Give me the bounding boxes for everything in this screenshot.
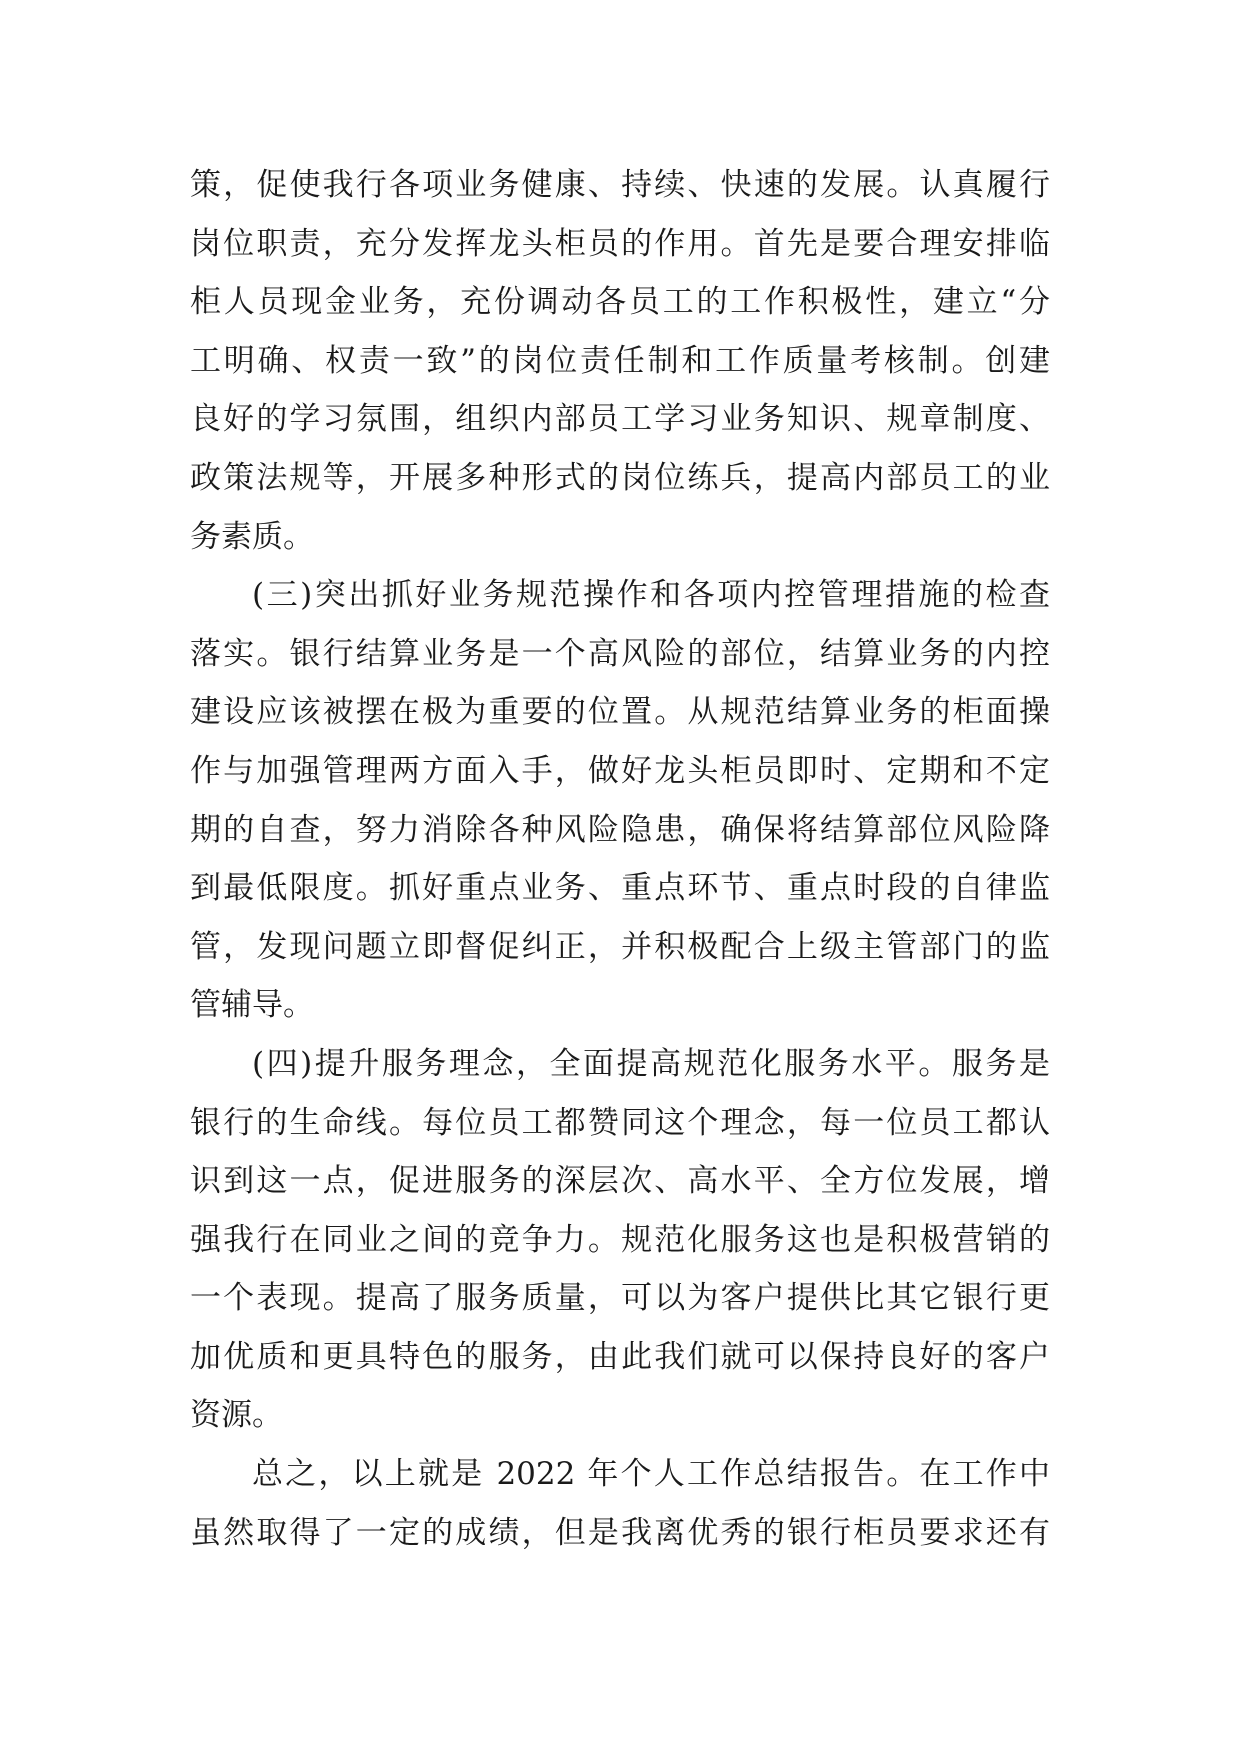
text-line: 期的自查，努力消除各种风险隐患，确保将结算部位风险降 (190, 811, 1050, 848)
text-line: (四)提升服务理念，全面提高规范化服务水平。服务是 (252, 1045, 1050, 1082)
text-line: (三)突出抓好业务规范操作和各项内控管理措施的检查 (252, 577, 1050, 614)
text-line: 总之，以上就是 2022 年个人工作总结报告。在工作中 (252, 1456, 1050, 1493)
text-line: 策，促使我行各项业务健康、持续、快速的发展。认真履行 (190, 167, 1050, 203)
text-line: 务素质。 (190, 518, 314, 555)
text-line: 银行的生命线。每位员工都赞同这个理念，每一位员工都认 (190, 1104, 1050, 1141)
text-line: 识到这一点，促进服务的深层次、高水平、全方位发展，增 (190, 1163, 1050, 1200)
text-line: 良好的学习氛围，组织内部员工学习业务知识、规章制度、 (190, 401, 1050, 438)
text-line: 加优质和更具特色的服务，由此我们就可以保持良好的客户 (190, 1338, 1050, 1375)
text-line: 建设应该被摆在极为重要的位置。从规范结算业务的柜面操 (190, 694, 1050, 731)
text-line: 政策法规等，开展多种形式的岗位练兵，提高内部员工的业 (190, 459, 1050, 496)
text-line: 资源。 (190, 1397, 283, 1434)
text-line: 管，发现问题立即督促纠正，并积极配合上级主管部门的监 (190, 928, 1050, 965)
text-line: 虽然取得了一定的成绩，但是我离优秀的银行柜员要求还有 (190, 1514, 1050, 1551)
text-line: 一个表现。提高了服务质量，可以为客户提供比其它银行更 (190, 1280, 1050, 1317)
text-line: 到最低限度。抓好重点业务、重点环节、重点时段的自律监 (190, 870, 1050, 907)
text-line: 工明确、权责一致”的岗位责任制和工作质量考核制。创建 (190, 342, 1050, 379)
text-line: 落实。银行结算业务是一个高风险的部位，结算业务的内控 (190, 635, 1050, 672)
text-line: 岗位职责，充分发挥龙头柜员的作用。首先是要合理安排临 (190, 225, 1050, 262)
document-body (190, 156, 1050, 1562)
text-line: 管辅导。 (190, 987, 314, 1024)
text-line: 作与加强管理两方面入手，做好龙头柜员即时、定期和不定 (190, 752, 1050, 789)
text-line: 强我行在同业之间的竞争力。规范化服务这也是积极营销的 (190, 1221, 1050, 1258)
text-line: 柜人员现金业务，充份调动各员工的工作积极性，建立“分 (190, 284, 1050, 321)
